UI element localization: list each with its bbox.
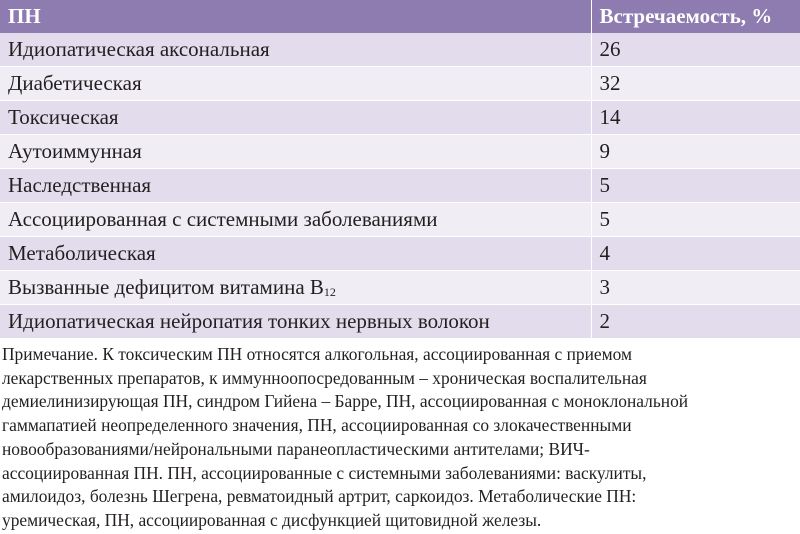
header-pn: ПН — [0, 0, 591, 33]
note-line: гаммапатией неопределенного значения, ПН, ассоциированная со злокачественными — [2, 415, 632, 436]
row-name: Диабетическая — [0, 67, 591, 101]
row-name: Метаболическая — [0, 237, 591, 271]
row-value: 2 — [591, 305, 800, 339]
note-line: лекарственных препаратов, к иммунноопосредованным – хроническая воспалительная — [2, 367, 647, 388]
note-line: демиелинизирующая ПН, синдром Гийена – Барре, ПН, ассоциированная с моноклональной — [2, 391, 689, 412]
row-name: Ассоциированная с системными заболеваниями — [0, 203, 591, 237]
row-value: 5 — [591, 203, 800, 237]
row-value: 4 — [591, 237, 800, 271]
table-row — [0, 305, 800, 339]
note-line: уремическая, ПН, ассоциированная с дисфункцией щитовидной железы. — [2, 509, 542, 530]
row-name: Идиопатическая аксональная — [0, 33, 591, 67]
note-line: амилоидоз, болезнь Шегрена, ревматоидный артрит, саркоидоз. Метаболические ПН: — [2, 486, 637, 507]
note-line: Примечание. К токсическим ПН относятся алкогольная, ассоциированная с приемом — [2, 344, 633, 364]
table-row — [0, 135, 800, 169]
row-value: 9 — [591, 135, 800, 169]
row-name — [0, 271, 591, 305]
row-name: Идиопатическая нейропатия тонких нервных волокон — [0, 305, 591, 339]
table-row — [0, 169, 800, 203]
row-name: Токсическая — [0, 101, 591, 135]
row-name-subscript: 12 — [323, 285, 336, 299]
row-value: 3 — [591, 271, 800, 305]
row-value: 32 — [591, 67, 800, 101]
table-header-row — [0, 0, 800, 33]
note-line: новообразованиями/нейрональными паранеопластическими антителами; ВИЧ- — [2, 438, 590, 459]
row-value: 14 — [591, 101, 800, 135]
row-value: 5 — [591, 169, 800, 203]
row-value: 26 — [591, 33, 800, 67]
table-row — [0, 67, 800, 101]
row-name: Аутоиммунная — [0, 135, 591, 169]
table-row — [0, 203, 800, 237]
table-row — [0, 101, 800, 135]
row-name: Наследственная — [0, 169, 591, 203]
table-row — [0, 237, 800, 271]
table-row — [0, 33, 800, 67]
table-row — [0, 271, 800, 305]
row-name-text: Вызванные дефицитом витамина B — [8, 275, 324, 299]
table-note — [2, 343, 798, 533]
note-line: ассоциированная ПН. ПН, ассоциированные с системными заболеваниями: васкулиты, — [2, 462, 647, 483]
header-incidence: Встречаемость, % — [591, 0, 800, 33]
